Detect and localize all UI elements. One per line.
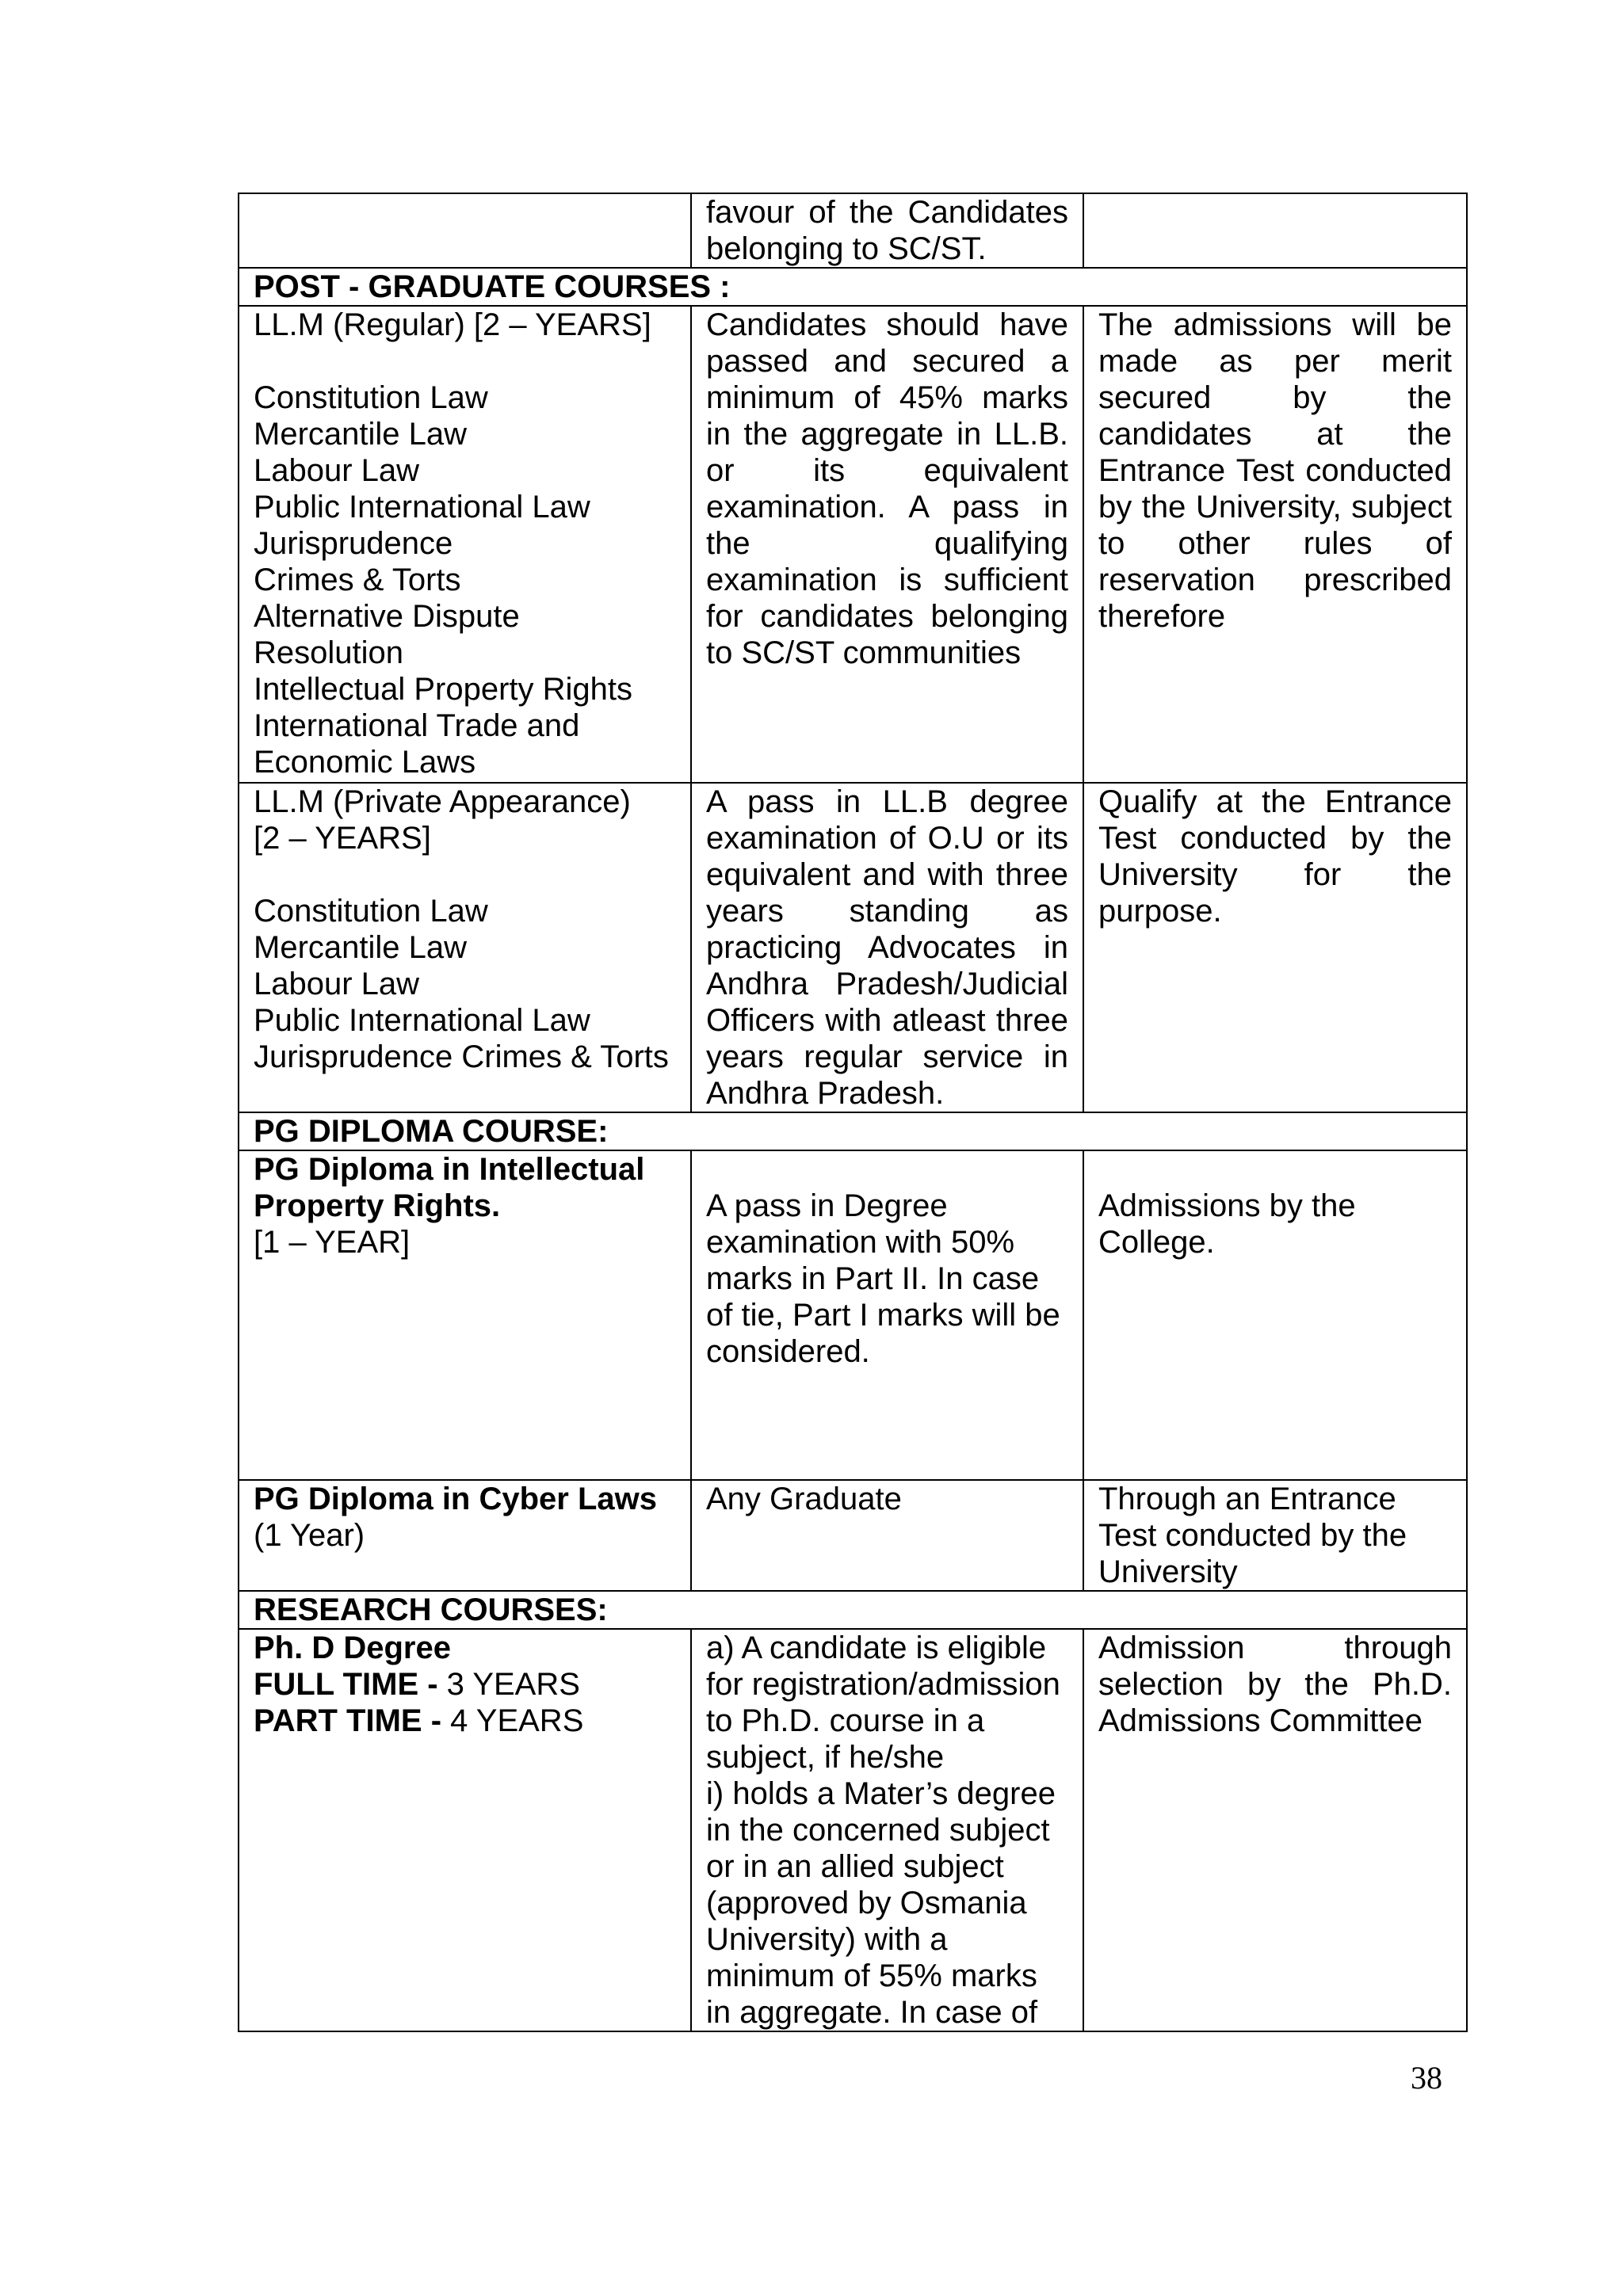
subject-item: International Trade and Economic Laws bbox=[254, 708, 580, 780]
table-row-llm-private bbox=[239, 783, 1467, 1112]
section-heading-row bbox=[239, 1591, 1467, 1629]
full-time-value: 3 YEARS bbox=[437, 1667, 580, 1702]
subject-item: Labour Law bbox=[254, 453, 420, 488]
admission-text: Admission through selection by the Ph.D. Admissions Committee bbox=[1098, 1630, 1452, 1738]
eligibility-text: A pass in LL.B degree examination of O.U or its equivalent and with three years standing as practicing Advocates in Andhra Pradesh/Judicial Officers with atleast three years regular service in Andhra Pradesh. bbox=[706, 784, 1068, 1111]
course-title: Property Rights. bbox=[254, 1188, 501, 1223]
subject-item: Mercantile Law bbox=[254, 930, 468, 965]
eligibility-cell bbox=[691, 1629, 1083, 2031]
admission-text: Admissions by the College. bbox=[1098, 1188, 1356, 1260]
course-cell bbox=[239, 1629, 691, 2031]
eligibility-cell bbox=[691, 193, 1083, 268]
admission-cell-empty bbox=[1083, 193, 1467, 268]
course-title: PG Diploma in Cyber Laws bbox=[254, 1482, 658, 1516]
eligibility-text: i) holds a Mater’s degree in the concerned subject or in an allied subject (approved by Osmania University) with a minimum of 55% marks in aggregate. In case of bbox=[706, 1776, 1056, 2030]
course-cell bbox=[239, 783, 691, 1112]
subject-item: Constitution Law bbox=[254, 894, 488, 929]
subject-item: Crimes & Torts bbox=[254, 563, 461, 597]
section-heading-pg-diploma: PG DIPLOMA COURSE: bbox=[239, 1112, 1467, 1150]
full-time-label: FULL TIME - bbox=[254, 1667, 438, 1702]
section-heading-row bbox=[239, 1112, 1467, 1150]
admission-cell bbox=[1083, 1480, 1467, 1591]
subject-item: Jurisprudence Crimes & Torts bbox=[254, 1039, 669, 1074]
course-duration: (1 Year) bbox=[254, 1518, 365, 1553]
part-time-label: PART TIME - bbox=[254, 1703, 442, 1738]
subject-item: Jurisprudence bbox=[254, 526, 453, 561]
admission-cell bbox=[1083, 783, 1467, 1112]
subject-item: Intellectual Property Rights bbox=[254, 672, 633, 707]
subject-item: Public International Law bbox=[254, 490, 590, 524]
course-title: LL.M (Private Appearance) bbox=[254, 784, 631, 819]
course-cell-empty bbox=[239, 193, 691, 268]
course-title: LL.M (Regular) [2 – YEARS] bbox=[254, 307, 651, 342]
table-row-pgd-cyber bbox=[239, 1480, 1467, 1591]
eligibility-text: A pass in Degree examination with 50% marks in Part II. In case of tie, Part I marks will be considered. bbox=[706, 1188, 1060, 1369]
eligibility-text: a) A candidate is eligible for registration/admission to Ph.D. course in a subject, if he/she bbox=[706, 1630, 1060, 1775]
eligibility-text: Candidates should have passed and secured a minimum of 45% marks in the aggregate in LL.B. or its equivalent examination. A pass in the qualifying examination is sufficient for candidates belonging to SC/ST communities bbox=[706, 307, 1068, 670]
course-title: PG Diploma in Intellectual bbox=[254, 1152, 645, 1187]
course-cell bbox=[239, 306, 691, 783]
course-title: Ph. D Degree bbox=[254, 1630, 451, 1665]
eligibility-cell bbox=[691, 1480, 1083, 1591]
subject-item: Public International Law bbox=[254, 1003, 590, 1038]
section-heading-postgraduate: POST - GRADUATE COURSES : bbox=[239, 268, 1467, 306]
table-row-pgd-ipr bbox=[239, 1150, 1467, 1480]
eligibility-cell bbox=[691, 306, 1083, 783]
subject-item: Mercantile Law bbox=[254, 417, 468, 452]
admissions-table bbox=[238, 193, 1468, 2032]
page-number: 38 bbox=[1411, 2060, 1442, 2096]
subject-item: Alternative Dispute Resolution bbox=[254, 599, 520, 670]
admission-text: Through an Entrance Test conducted by the University bbox=[1098, 1482, 1407, 1589]
subject-item: Constitution Law bbox=[254, 380, 488, 415]
eligibility-cell bbox=[691, 783, 1083, 1112]
course-duration: [2 – YEARS] bbox=[254, 821, 431, 856]
part-time-value: 4 YEARS bbox=[441, 1703, 584, 1738]
eligibility-cell bbox=[691, 1150, 1083, 1480]
course-duration: [1 – YEAR] bbox=[254, 1225, 411, 1260]
admission-cell bbox=[1083, 1629, 1467, 2031]
admission-cell bbox=[1083, 1150, 1467, 1480]
admission-text: Qualify at the Entrance Test conducted by the University for the purpose. bbox=[1098, 784, 1452, 929]
table-row-phd bbox=[239, 1629, 1467, 2031]
table-row-continued bbox=[239, 193, 1467, 268]
section-heading-row bbox=[239, 268, 1467, 306]
eligibility-text: favour of the Candidates belonging to SC/ST. bbox=[706, 195, 1068, 266]
table-row-llm-regular bbox=[239, 306, 1467, 783]
course-cell bbox=[239, 1480, 691, 1591]
admission-text: The admissions will be made as per merit secured by the candidates at the Entrance Test conducted by the University, subject to other rules of reservation prescribed therefore bbox=[1098, 307, 1452, 634]
course-cell bbox=[239, 1150, 691, 1480]
eligibility-text: Any Graduate bbox=[706, 1482, 902, 1516]
subject-item: Labour Law bbox=[254, 967, 420, 1001]
admission-cell bbox=[1083, 306, 1467, 783]
section-heading-research: RESEARCH COURSES: bbox=[239, 1591, 1467, 1629]
